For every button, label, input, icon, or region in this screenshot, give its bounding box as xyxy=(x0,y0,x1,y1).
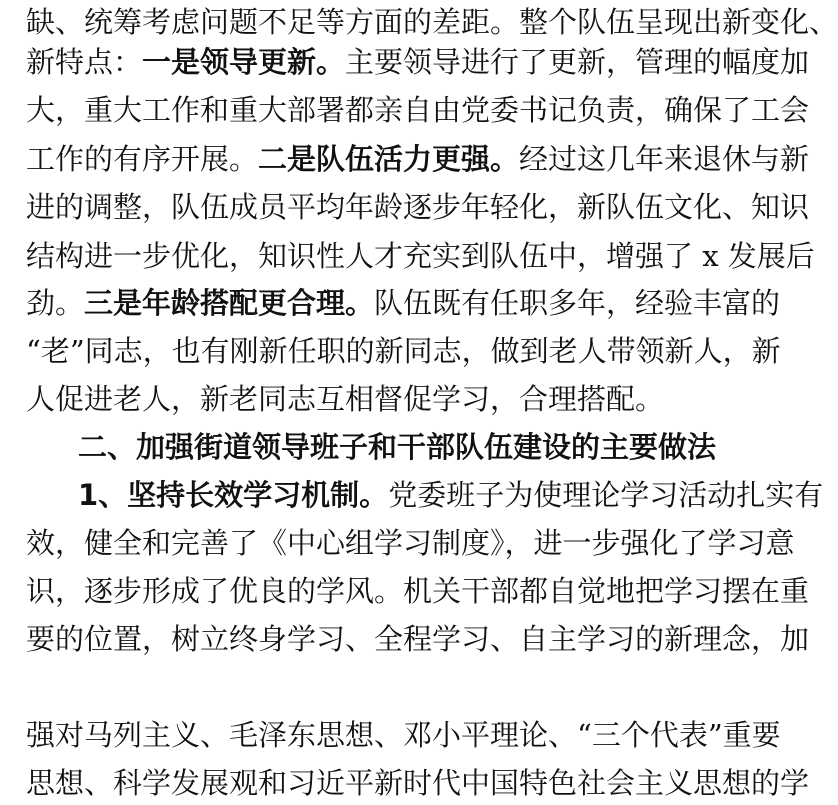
text-line xyxy=(26,617,810,661)
body-text: 结构进一步优化，知识性人才充实到队伍中，增强了 x 发展后 xyxy=(26,239,815,273)
body-text: 新特点： xyxy=(26,45,143,79)
text-line xyxy=(26,521,795,565)
body-text: 劲。 xyxy=(26,286,85,320)
bold-text: 二、加强街道领导班子和干部队伍建设的主要做法 xyxy=(78,430,717,464)
body-text: 队伍既有任职多年，经验丰富的 xyxy=(374,286,781,320)
body-text: 党委班子为使理论学习活动扎实有 xyxy=(388,478,824,512)
body-text: 效，健全和完善了《中心组学习制度》，进一步强化了学习意 xyxy=(26,526,795,560)
text-line xyxy=(26,137,810,181)
text-line xyxy=(26,377,776,421)
body-text: 人促进老人，新老同志互相督促学习，合理搭配。 xyxy=(26,382,665,416)
body-text: 大，重大工作和重大部署都亲自由党委书记负责，确保了工会 xyxy=(26,93,810,127)
text-line xyxy=(26,185,810,229)
text-line xyxy=(26,569,810,613)
section-heading xyxy=(78,425,776,469)
body-text: 识，逐步形成了优良的学风。机关干部都自觉地把学习摆在重 xyxy=(26,574,810,608)
body-text: 进的调整，队伍成员平均年龄逐步年轻化，新队伍文化、知识 xyxy=(26,190,810,224)
text-line xyxy=(26,88,810,132)
text-line xyxy=(26,329,781,373)
body-text: 经过这几年来退休与新 xyxy=(519,142,810,176)
body-text: 思想、科学发展观和习近平新时代中国特色社会主义思想的学 xyxy=(26,766,810,800)
bold-text: 一是领导更新。 xyxy=(142,45,346,79)
body-text: 要的位置，树立终身学习、全程学习、自主学习的新理念，加 xyxy=(26,622,810,656)
text-line xyxy=(26,234,815,278)
text-line xyxy=(26,761,810,805)
bold-text: 二是队伍活力更强。 xyxy=(258,142,520,176)
text-line xyxy=(26,0,838,44)
body-text: 工作的有序开展。 xyxy=(26,142,259,176)
text-line xyxy=(26,281,781,325)
text-line xyxy=(26,40,810,84)
text-line xyxy=(26,713,781,757)
bold-text: 三是年龄搭配更合理。 xyxy=(84,286,375,320)
body-text: “老”同志，也有刚新任职的新同志，做到老人带领新人，新 xyxy=(26,334,781,368)
body-text: 缺、统筹考虑问题不足等方面的差距。整个队伍呈现出新变化、 xyxy=(26,5,838,39)
bold-text: 1、坚持长效学习机制。 xyxy=(78,478,389,512)
body-text: 主要领导进行了更新，管理的幅度加 xyxy=(345,45,810,79)
body-text: 强对马列主义、毛泽东思想、邓小平理论、“三个代表”重要 xyxy=(26,718,781,752)
text-line xyxy=(78,473,824,517)
